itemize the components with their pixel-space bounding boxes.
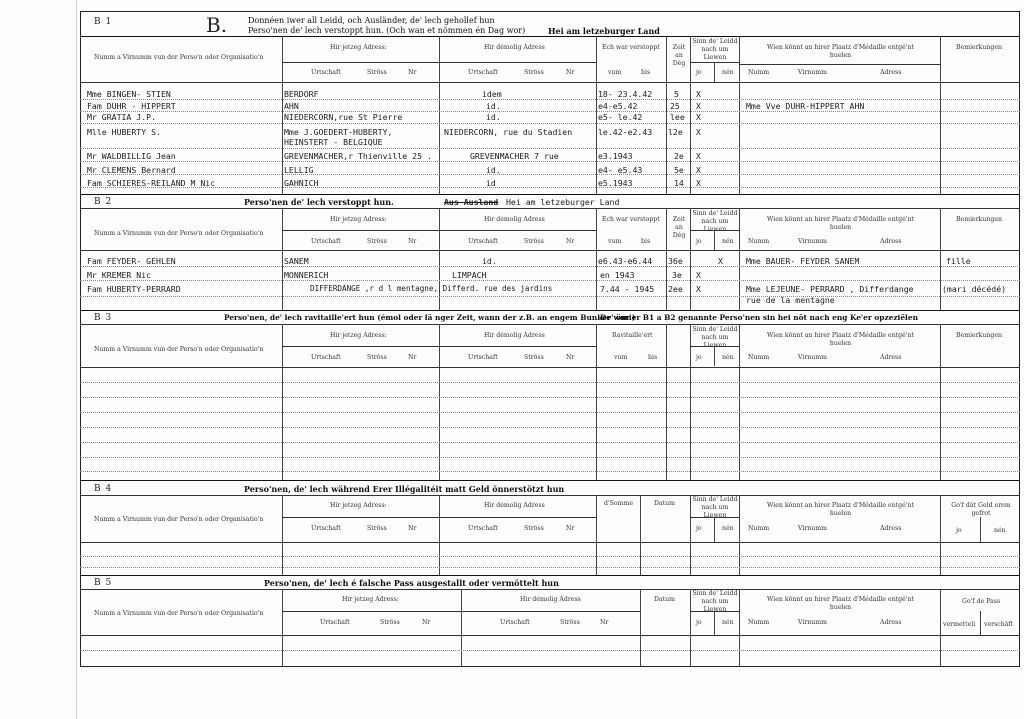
b2-row-1-alive: X: [718, 256, 723, 266]
b1-row-6-name: Mr CLEMENS Bernard: [87, 165, 176, 175]
b2-row-3-remarks: (mari décédé): [942, 284, 1007, 294]
b5-sub-town2: Urtschaft: [500, 619, 530, 626]
b2-sub-no: nén: [722, 238, 734, 245]
b1-row-3-alive: X: [696, 112, 701, 122]
b1-row-1-days: 5: [674, 89, 679, 99]
b2-sub-town2: Urtschaft: [468, 238, 498, 245]
b1-row-7-alive: X: [696, 178, 701, 188]
b2-col-address-now: Hir jetzeg Adress:: [330, 216, 387, 223]
b1-row-2-days: 25: [670, 101, 680, 111]
header-line2: Perso'nen de' lech verstoppt hun. (Och wan et nömmen én Dag wor): [248, 26, 526, 35]
b4-sub-nr: Nr: [408, 525, 417, 532]
b4-sub-nr2: Nr: [566, 525, 575, 532]
b2-row-2-now: MONNERICH: [284, 270, 329, 280]
b2-row-1-place: Mme BAUER- FEYDER SANEM: [746, 256, 860, 266]
b3-col-ravit: Ravitaille'ert: [612, 332, 653, 339]
b2-sub-to: bis: [641, 238, 651, 245]
b2-struck-text: Aus Ausland: [444, 197, 499, 207]
b5-title: Perso'nen, de' lech é falsche Pass ausgestallt oder vermöttelt hun: [264, 578, 559, 588]
b1-row-7-now: GAHNICH: [284, 178, 319, 188]
b1-col-address-now: Hir jetzeg Adress:: [330, 44, 387, 51]
b5-col-pass: Go'f de Pass: [962, 598, 1001, 605]
b1-sub-virnumm: Virnumm: [798, 69, 828, 76]
b3-sub-street: Ströss: [367, 354, 387, 361]
b1-sub-nr: Nr: [408, 69, 417, 76]
b1-col-alive: Sinn de' Leidd nach um Liewen: [692, 38, 738, 61]
b1-row-4-alive: X: [696, 127, 701, 137]
b1-sub-to: bis: [641, 69, 651, 76]
b2-row-2-alive: X: [696, 270, 701, 280]
b1-row-1-then: idem: [482, 89, 502, 99]
b1-row-6-period: e4- e5.43: [598, 165, 643, 175]
b1-row-2-name: Fam DUHR - HIPPERT: [87, 101, 176, 111]
b1-sub-town: Urtschaft: [311, 69, 341, 76]
b4-sub-street: Ströss: [367, 525, 387, 532]
b2-title-b: Hei am letzeburger Land: [506, 197, 620, 207]
b5-col-name: Numm a Virnumm vun der Perso'n oder Organisatio'n: [94, 610, 264, 617]
b3-col-alive: Sinn de' Leidd nach um Liewen: [692, 326, 738, 349]
b1-row-3-then: id.: [486, 112, 501, 122]
b2-row-2-then: LIMPACH: [452, 270, 487, 280]
b1-row-5-then: GREVENMACHER 7 rue: [470, 151, 559, 161]
b4-col-date: Datum: [654, 500, 675, 507]
b3-col-address-then: Hir démolig Adress: [484, 332, 545, 339]
b2-row-3-period: 7.44 - 1945: [600, 284, 655, 294]
b1-col-days: Zeit an Dég: [672, 44, 686, 67]
b4-col-sum: d'Somme: [604, 500, 634, 507]
b3-sub-town: Urtschaft: [311, 354, 341, 361]
b3-col-name: Numm a Virnumm vun der Perso'n oder Organisatio'n: [94, 346, 264, 353]
b2-row-2-period: en 1943: [600, 270, 635, 280]
b3-sub-town2: Urtschaft: [468, 354, 498, 361]
header-line1: Donnéen iwer all Leidd, och Ausländer, de' lech gehollef hun: [248, 16, 495, 25]
b1-row-2-alive: X: [696, 101, 701, 111]
b5-col-address-then: Hir démolig Adress: [520, 596, 581, 603]
b4-col-repaid: Go'f dät Geld erem gefrot: [951, 502, 1011, 517]
b2-col-days: Zeit an Dég: [672, 216, 686, 239]
b3-sub-to: bis: [648, 354, 658, 361]
b1-row-4-then: NIEDERCORN, rue du Stadien: [444, 127, 573, 137]
b4-sub-yes: jo: [696, 525, 702, 532]
b1-row-3-days: lee: [670, 112, 685, 122]
b1-row-7-then: id: [486, 178, 496, 188]
b3-title-b: De' önner B1 a B2 genannte Perso'nen sin hei nöt nach eng Ke'er opzeziëlen: [600, 313, 918, 322]
b1-row-7-name: Fam SCHIERES-REILAND M Nic: [87, 178, 216, 188]
b4-sub-yes2: jo: [956, 527, 962, 534]
b2-sub-adress: Adress: [880, 238, 902, 245]
b2-col-remarks: Bemierkungen: [956, 216, 1003, 223]
b2-row-3-days: 2ee: [668, 284, 683, 294]
b2-sub-street: Ströss: [367, 238, 387, 245]
b1-row-1-now: BERDORF: [284, 89, 319, 99]
b2-row-3-alive: X: [696, 284, 701, 294]
b1-sub-street2: Ströss: [524, 69, 544, 76]
b1-sub-yes: jo: [696, 69, 702, 76]
b1-row-6-now: LELLIG: [284, 165, 314, 175]
b3-sub-from: vum: [614, 354, 628, 361]
b5-col-alive: Sinn de' Leidd nach um Liewen: [692, 590, 738, 613]
b1-row-4-days: l2e: [668, 127, 683, 137]
b5-sub-virnumm: Virnumm: [798, 619, 828, 626]
b2-col-hidden: Ech war verstoppt: [602, 216, 660, 223]
b5-sub-made: vermetteli: [943, 621, 976, 628]
b1-row-7-days: 14: [674, 178, 684, 188]
b4-title: Perso'nen, de' lech während Erer Illégalitéit matt Geld önnerstötzt hun: [244, 484, 565, 494]
b4-col-name: Numm a Virnumm vun der Perso'n oder Organisatio'n: [94, 516, 264, 523]
b5-sub-nr2: Nr: [600, 619, 609, 626]
b1-top-rule: [80, 36, 1020, 37]
b1-sub-town2: Urtschaft: [468, 69, 498, 76]
b5-sub-given: verschäft: [984, 621, 1014, 628]
b1-col-address-then: Hir démolig Adress: [484, 44, 545, 51]
b5-sub-street2: Ströss: [560, 619, 580, 626]
b2-row-1-days: 36e: [668, 256, 683, 266]
b2-row-1-period: e6.43-e6.44: [598, 256, 653, 266]
b1-row-7-period: e5.1943: [598, 178, 633, 188]
b1-row-4-now: Mme J.GOEDERT-HUBERTY,: [284, 127, 393, 137]
b2-sub-yes: jo: [696, 238, 702, 245]
b4-sub-virnumm: Virnumm: [798, 525, 828, 532]
b1-col-name: Numm a Virnumm vun der Perso'n oder Organisatio'n: [94, 54, 264, 61]
b5-sub-adress: Adress: [880, 619, 902, 626]
b2-row-3-now: DIFFERDANGE ,r d l mentagne, Differd. rue des jardins: [310, 284, 553, 293]
b1-row-3-name: Mr GRATIA J.P.: [87, 112, 157, 122]
b1-row-2-place: Mme Vve DUHR-HIPPERT AHN: [746, 101, 865, 111]
b3-sub-yes: jo: [696, 354, 702, 361]
b4-sub-no: nén: [722, 525, 734, 532]
b4-sub-town2: Urtschaft: [468, 525, 498, 532]
b2-sub-nr2: Nr: [566, 238, 575, 245]
b4-col-address-now: Hir jetzeg Adress:: [330, 502, 387, 509]
b2-sub-street2: Ströss: [524, 238, 544, 245]
b2-col-address-then: Hir démolig Adress: [484, 216, 545, 223]
b3-sub-street2: Ströss: [524, 354, 544, 361]
b2-col-name: Numm a Virnumm vun der Perso'n oder Organisatio'n: [94, 230, 264, 237]
b2-row-2-name: Mr KREMER Nic: [87, 270, 152, 280]
b1-col-remarks: Bemierkungen: [956, 44, 1003, 51]
b1-sub-street: Ströss: [367, 69, 387, 76]
b1-row-6-days: 5e: [674, 165, 684, 175]
b5-col-address-now: Hir jetzeg Adress:: [342, 596, 399, 603]
b1-row-3-period: e5- le.42: [598, 112, 643, 122]
b4-sub-adress: Adress: [880, 525, 902, 532]
b2-sub-town: Urtschaft: [311, 238, 341, 245]
b5-sub-street: Ströss: [380, 619, 400, 626]
b1-row-1-alive: X: [696, 89, 701, 99]
b1-row-2-period: e4-e5.42: [598, 101, 638, 111]
b4-sub-no2: nén: [994, 527, 1006, 534]
section-label-b1: B 1: [94, 17, 113, 27]
b3-col-place: Wien könnt an hirer Plaatz d'Médaille entgé'nt huelen: [767, 332, 914, 347]
b1-sub-no: nén: [722, 69, 734, 76]
b4-col-address-then: Hir démolig Adress: [484, 502, 545, 509]
b2-row-1-then: id.: [482, 256, 497, 266]
b1-row-5-period: e3.1943: [598, 151, 633, 161]
b5-sub-town: Urtschaft: [320, 619, 350, 626]
b1-row-3-now: NIEDERCORN,rue St Pierre: [284, 112, 403, 122]
b1-col-place: Wien könnt an hirer Plaatz d'Médaille entgé'nt huelen: [767, 44, 914, 59]
b4-sub-town: Urtschaft: [311, 525, 341, 532]
b2-row-3-place: Mme LEJEUNE- PERRARD , Differdange: [746, 284, 914, 294]
b1-row-5-now: GREVENMACHER,r Thienville 25 .: [284, 151, 432, 161]
b2-title: Perso'nen de' lech verstoppt hun.: [244, 197, 394, 207]
b5-col-place: Wien könnt an hirer Plaatz d'Médaille entgé'nt huelen: [767, 596, 914, 611]
b1-row-1-period: 18- 23.4.42: [598, 89, 653, 99]
section-label-b2: B 2: [94, 197, 113, 207]
b3-col-address-now: Hir jetzeg Adress:: [330, 332, 387, 339]
b4-sub-street2: Ströss: [524, 525, 544, 532]
b1-sub-adress: Adress: [880, 69, 902, 76]
b5-sub-no: nén: [722, 619, 734, 626]
header-line2-b: Hei am letzeburger Land: [548, 26, 660, 36]
b2-col-alive: Sinn de' Leidd nach um Liewen: [692, 210, 738, 233]
b2-row-1-name: Fam FEYDER- GEHLEN: [87, 256, 176, 266]
section-label-b3: B 3: [94, 313, 113, 323]
section-letter: B.: [206, 13, 228, 37]
b1-row-5-name: Mr WALDBILLIG Jean: [87, 151, 176, 161]
b3-sub-numm: Numm: [748, 354, 770, 361]
b2-row-3-name: Fam HUBERTY-PERRARD: [87, 284, 181, 294]
b1-row-6-alive: X: [696, 165, 701, 175]
b2-sub-numm: Numm: [748, 238, 770, 245]
b1-row-6-then: id.: [486, 165, 501, 175]
b3-col-remarks: Bemierkungen: [956, 332, 1003, 339]
b2-row-3-place-2: rue de la mentagne: [746, 295, 835, 305]
b1-row-5-days: 2e: [674, 151, 684, 161]
b3-title: Perso'nen, de' lech ravitaille'ert hun (émol oder lä nger Zeit, wann der z.B. an engem Bunker wor!): [224, 313, 636, 322]
b5-sub-nr: Nr: [422, 619, 431, 626]
b2-sub-virnumm: Virnumm: [798, 238, 828, 245]
b5-sub-numm: Numm: [748, 619, 770, 626]
b3-sub-nr2: Nr: [566, 354, 575, 361]
b2-sub-from: vum: [608, 238, 622, 245]
section-label-b5: B 5: [94, 578, 113, 588]
page-fold-edge: [76, 0, 77, 719]
b5-sub-yes: jo: [696, 619, 702, 626]
b1-col-hidden: Ech war verstoppt: [602, 44, 660, 51]
b5-col-date: Datum: [654, 596, 675, 603]
b3-sub-no: nén: [722, 354, 734, 361]
b3-sub-adress: Adress: [880, 354, 902, 361]
section-label-b4: B 4: [94, 484, 113, 494]
b1-sub-from: vum: [608, 69, 622, 76]
b2-sub-nr: Nr: [408, 238, 417, 245]
b4-col-place: Wien könnt an hirer Plaatz d'Médaille entgé'nt huelen: [767, 502, 914, 517]
b4-sub-numm: Numm: [748, 525, 770, 532]
b2-row-2-days: 3e: [672, 270, 682, 280]
b1-row-2-then: id.: [486, 101, 501, 111]
b3-sub-virnumm: Virnumm: [798, 354, 828, 361]
b1-sub-nr2: Nr: [566, 69, 575, 76]
b1-row-2-now: AHN: [284, 101, 299, 111]
b1-row-1-name: Mme BINGEN- STIEN: [87, 89, 171, 99]
b1-row-5-alive: X: [696, 151, 701, 161]
b1-row-4-name: Mlle HUBERTY S.: [87, 127, 161, 137]
b1-sub-numm: Numm: [748, 69, 770, 76]
b1-row-4-now-2: HEINSTERT - BELGIQUE: [284, 137, 383, 147]
b1-row-4-period: le.42-e2.43: [598, 127, 653, 137]
b2-row-1-now: SANEM: [284, 256, 309, 266]
b4-col-alive: Sinn de' Leidd nach um Liewen: [692, 496, 738, 519]
b3-sub-nr: Nr: [408, 354, 417, 361]
b2-col-place: Wien könnt an hirer Plaatz d'Médaille entgé'nt huelen: [767, 216, 914, 231]
b2-row-1-remarks: fille: [946, 256, 971, 266]
